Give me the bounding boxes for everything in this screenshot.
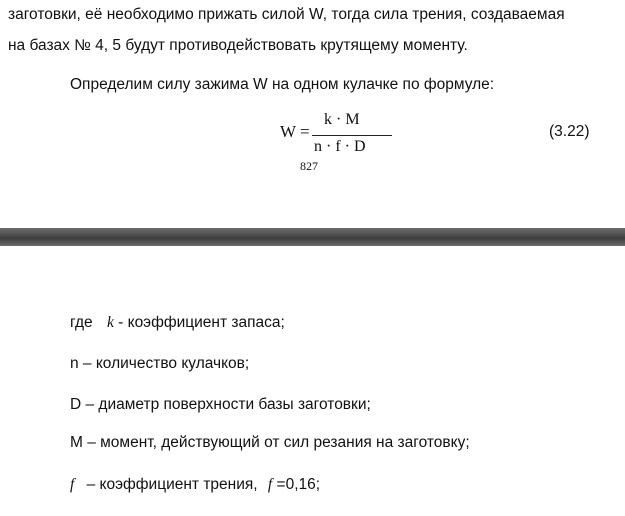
- definition-f-value: =0,16;: [276, 476, 321, 493]
- fraction-bar: [312, 135, 392, 136]
- definition-k-prefix: где: [70, 314, 93, 331]
- paragraph-line-3: Определим силу зажима W на одном кулачке по формуле:: [70, 76, 495, 93]
- definition-k-text: - коэффициент запаса;: [118, 314, 285, 331]
- definition-k: [70, 314, 285, 332]
- formula-3-22: [280, 108, 390, 158]
- formula-denominator: n · f · D: [314, 138, 366, 155]
- definition-M: M – момент, действующий от сил резания на заготовку;: [70, 434, 470, 451]
- definition-f: [70, 476, 320, 494]
- symbol-f: f: [70, 476, 75, 493]
- equation-number: (3.22): [549, 123, 590, 140]
- definition-n: n – количество кулачков;: [70, 355, 250, 372]
- symbol-k: k: [106, 314, 114, 331]
- symbol-f-2: f: [267, 476, 273, 493]
- document-page-bottom: [0, 246, 625, 516]
- paragraph-line-2: на базах № 4, 5 будут противодействовать крутящему моменту.: [8, 37, 468, 54]
- page-separator: [0, 228, 625, 246]
- definition-f-text: – коэффициент трения,: [86, 476, 258, 493]
- document-page-top: [0, 0, 625, 228]
- paragraph-line-1: заготовки, её необходимо прижать силой W, тогда сила трения, создаваемая: [8, 6, 565, 23]
- definition-D: D – диаметр поверхности базы заготовки;: [70, 396, 371, 413]
- formula-numerator: k · M: [324, 111, 360, 128]
- formula-lhs: W =: [280, 122, 310, 141]
- page-number: 827: [300, 159, 318, 173]
